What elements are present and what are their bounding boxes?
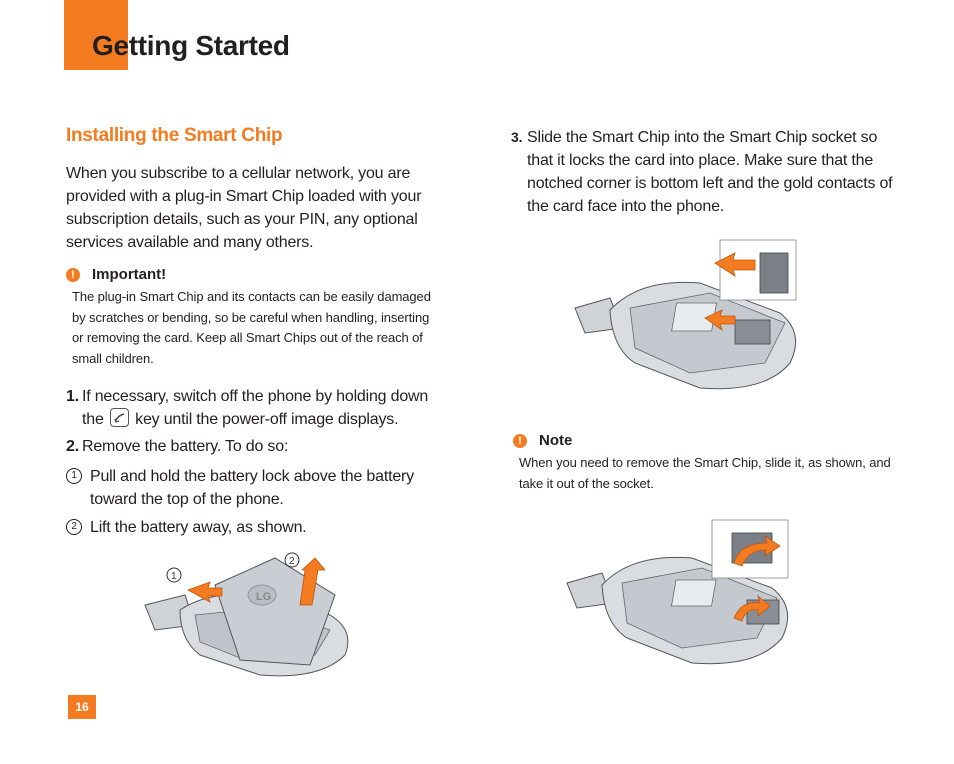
substep-1 bbox=[66, 465, 446, 511]
exclamation-icon: ! bbox=[66, 268, 80, 282]
important-heading-row bbox=[66, 266, 436, 283]
page-title: Getting Started bbox=[92, 30, 290, 61]
step-2-number: 2. bbox=[66, 438, 79, 455]
important-heading: Important! bbox=[92, 266, 167, 283]
step-1-number: 1. bbox=[66, 388, 79, 405]
section-title: Installing the Smart Chip bbox=[66, 125, 283, 146]
note-body: When you need to remove the Smart Chip, slide it, as shown, and take it out of the socket. bbox=[519, 455, 891, 491]
brand-logo-text: LG bbox=[256, 591, 272, 603]
note-heading-row bbox=[513, 432, 903, 449]
intro-paragraph: When you subscribe to a cellular network, you are provided with a plug-in Smart Chip loaded with your subscription details, such as your PIN, any optional services available and many others. bbox=[66, 165, 422, 251]
step-1-text-after: key until the power-off image displays. bbox=[135, 411, 399, 428]
step-3 bbox=[511, 126, 901, 218]
step-3-number: 3. bbox=[511, 129, 523, 145]
substep-2-number: 2 bbox=[66, 519, 82, 535]
substep-2 bbox=[66, 516, 446, 539]
chip-insert-illustration bbox=[570, 238, 810, 398]
battery-removal-illustration bbox=[140, 550, 370, 690]
page-number: 16 bbox=[68, 695, 96, 719]
exclamation-icon: ! bbox=[513, 434, 527, 448]
note-heading: Note bbox=[539, 432, 573, 449]
step-1-text-before: If necessary, switch off the phone by holding down the bbox=[82, 388, 429, 428]
step-3-text: Slide the Smart Chip into the Smart Chip socket so that it locks the card into place. Make sure that the notched corner is bottom left and the gold contacts of the card face into the phone. bbox=[527, 129, 893, 215]
important-callout bbox=[66, 266, 436, 369]
step-2-text: Remove the battery. To do so: bbox=[82, 438, 289, 455]
substep-1-text: Pull and hold the battery lock above the battery toward the top of the phone. bbox=[90, 468, 414, 508]
substep-2-text: Lift the battery away, as shown. bbox=[90, 519, 307, 536]
note-callout bbox=[513, 432, 903, 494]
step-2 bbox=[66, 435, 451, 458]
chip-remove-illustration bbox=[562, 518, 802, 688]
substep-1-number: 1 bbox=[66, 468, 82, 484]
battery-figure-label-1: 1 bbox=[171, 571, 177, 582]
step-1 bbox=[66, 385, 451, 431]
battery-figure-label-2: 2 bbox=[289, 556, 295, 567]
end-key-icon bbox=[110, 408, 129, 427]
important-body: The plug-in Smart Chip and its contacts can be easily damaged by scratches or bending, so be careful when handling, inserting or removing the card. Keep all Smart Chips out of the reach of small children. bbox=[72, 289, 431, 366]
